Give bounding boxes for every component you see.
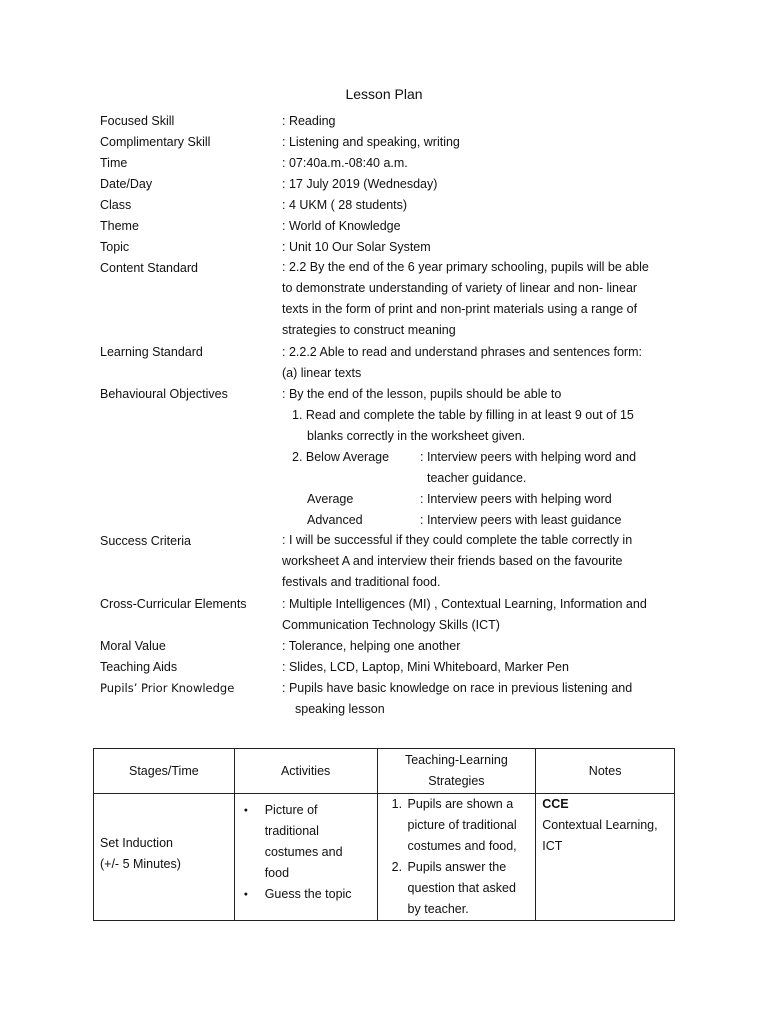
stage-name: Set Induction xyxy=(100,836,173,850)
learning-standard-label: Learning Standard xyxy=(100,345,203,359)
moral-value-value: : Tolerance, helping one another xyxy=(282,639,461,653)
list-item: 1. Pupils are shown a picture of traditional costumes and food, xyxy=(406,794,530,857)
learning-standard-line: (a) linear texts xyxy=(282,366,362,380)
complimentary-skill-label: Complimentary Skill xyxy=(100,135,211,149)
table-row xyxy=(94,794,675,921)
moral-value-label: Moral Value xyxy=(100,639,166,653)
lesson-stages-table xyxy=(93,748,675,921)
advanced-label: Advanced xyxy=(307,513,363,527)
content-standard-line: strategies to construct meaning xyxy=(282,323,456,337)
behavioural-objectives-label: Behavioural Objectives xyxy=(100,387,228,401)
content-standard-line: : 2.2 By the end of the 6 year primary schooling, pupils will be able xyxy=(282,260,649,274)
average-text: : Interview peers with helping word xyxy=(420,492,612,506)
page-title: Lesson Plan xyxy=(345,86,423,102)
strategies-cell xyxy=(377,794,536,921)
focused-skill-label: Focused Skill xyxy=(100,114,175,128)
prior-knowledge-line: : Pupils have basic knowledge on race in previous listening and xyxy=(282,681,633,695)
header-strategies xyxy=(377,749,536,794)
header-activities: Activities xyxy=(234,749,377,794)
stage-duration: (+/- 5 Minutes) xyxy=(100,857,181,871)
class-label: Class xyxy=(100,198,132,212)
below-average-label: 2. Below Average xyxy=(292,450,390,464)
notes-text: Contextual Learning, ICT xyxy=(542,818,658,853)
theme-label: Theme xyxy=(100,219,139,233)
teaching-aids-value: : Slides, LCD, Laptop, Mini Whiteboard, Marker Pen xyxy=(282,660,569,674)
topic-label: Topic xyxy=(100,240,130,254)
cross-curricular-label: Cross-Curricular Elements xyxy=(100,597,247,611)
date-day-value: : 17 July 2019 (Wednesday) xyxy=(282,177,438,191)
objective-item-1: 1. Read and complete the table by filling in at least 9 out of 15 xyxy=(292,408,634,422)
theme-value: : World of Knowledge xyxy=(282,219,401,233)
behavioural-objectives-intro: : By the end of the lesson, pupils should be able to xyxy=(282,387,562,401)
complimentary-skill-value: : Listening and speaking, writing xyxy=(282,135,460,149)
header-strategies-line: Teaching-Learning xyxy=(404,753,508,767)
success-criteria-line: worksheet A and interview their friends based on the favourite xyxy=(282,554,623,568)
stage-cell xyxy=(94,794,235,921)
strategies-list xyxy=(378,794,530,920)
cross-curricular-line: : Multiple Intelligences (MI) , Contextual Learning, Information and xyxy=(282,597,647,611)
success-criteria-line: : I will be successful if they could complete the table correctly in xyxy=(282,533,633,547)
prior-knowledge-line: speaking lesson xyxy=(295,702,385,716)
notes-title: CCE xyxy=(542,797,569,811)
objective-item-1-cont: blanks correctly in the worksheet given. xyxy=(307,429,526,443)
class-value: : 4 UKM ( 28 students) xyxy=(282,198,408,212)
notes-cell xyxy=(536,794,675,921)
advanced-text: : Interview peers with least guidance xyxy=(420,513,622,527)
header-notes: Notes xyxy=(536,749,675,794)
learning-standard-line: : 2.2.2 Able to read and understand phrases and sentences form: xyxy=(282,345,642,359)
list-item: ● Guess the topic xyxy=(265,884,369,905)
table-header-row xyxy=(94,749,675,794)
topic-value: : Unit 10 Our Solar System xyxy=(282,240,431,254)
list-item: 2. Pupils answer the question that asked by teacher. xyxy=(406,857,530,920)
below-average-text-cont: teacher guidance. xyxy=(427,471,527,485)
success-criteria-line: festivals and traditional food. xyxy=(282,575,441,589)
time-value: : 07:40a.m.-08:40 a.m. xyxy=(282,156,408,170)
content-standard-line: texts in the form of print and non-print materials using a range of xyxy=(282,302,638,316)
success-criteria-label: Success Criteria xyxy=(100,534,191,548)
focused-skill-value: : Reading xyxy=(282,114,336,128)
content-standard-line: to demonstrate understanding of variety of linear and non- linear xyxy=(282,281,638,295)
below-average-text: : Interview peers with helping word and xyxy=(420,450,637,464)
prior-knowledge-label: Pupils’ Prior Knowledge xyxy=(100,681,235,695)
activities-list xyxy=(235,800,369,905)
header-strategies-line: Strategies xyxy=(428,774,485,788)
content-standard-label: Content Standard xyxy=(100,261,198,275)
content-standard-text xyxy=(282,257,668,341)
date-day-label: Date/Day xyxy=(100,177,153,191)
success-criteria-text xyxy=(282,530,668,593)
activities-cell xyxy=(234,794,377,921)
time-label: Time xyxy=(100,156,128,170)
average-label: Average xyxy=(307,492,354,506)
header-stages-time: Stages/Time xyxy=(94,749,235,794)
teaching-aids-label: Teaching Aids xyxy=(100,660,178,674)
cross-curricular-line: Communication Technology Skills (ICT) xyxy=(282,618,500,632)
list-item: ● Picture of traditional costumes and food xyxy=(265,800,369,884)
